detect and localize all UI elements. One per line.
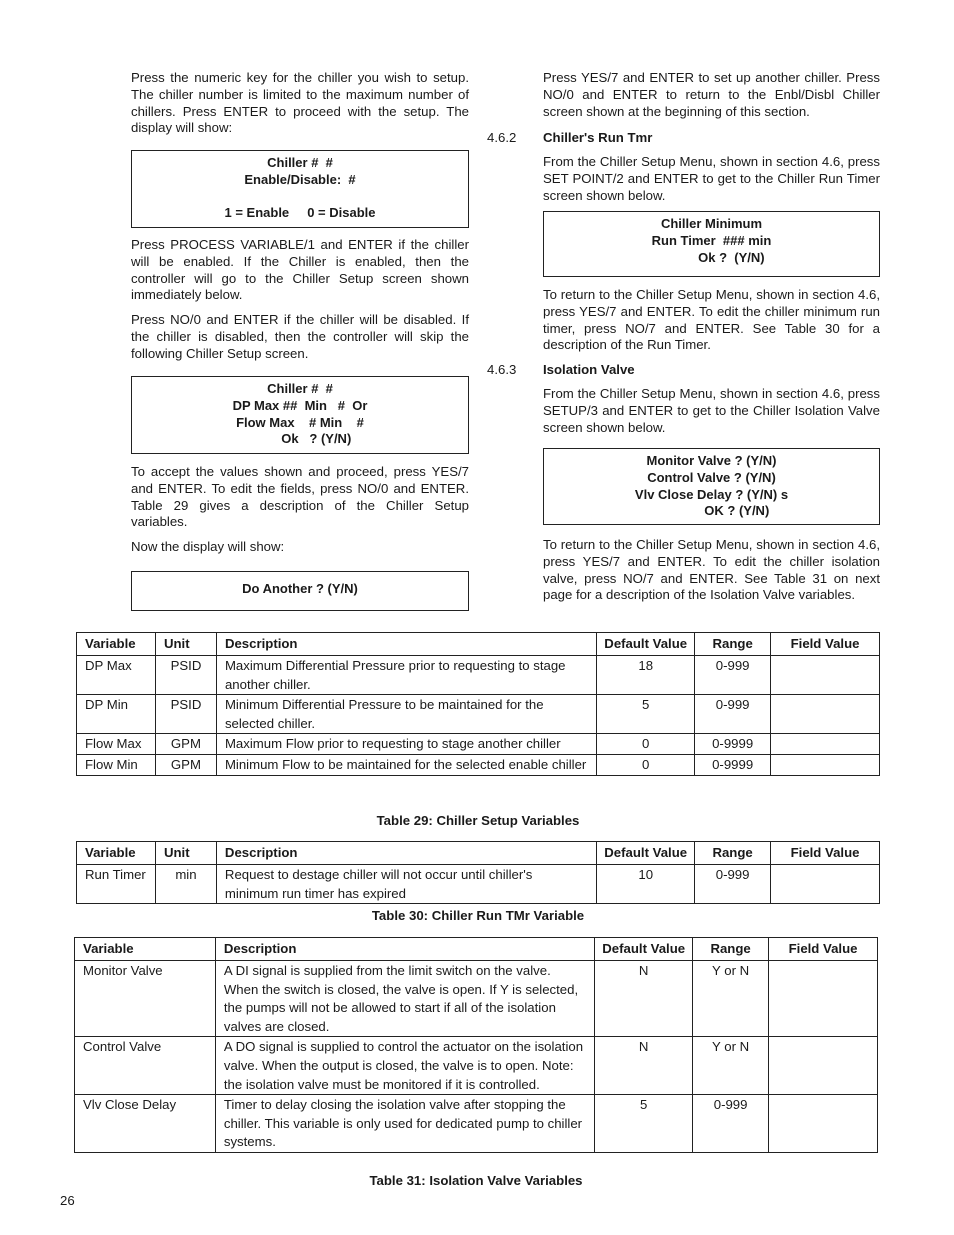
cell-description: A DO signal is supplied to control the actuator on the isolation valve. When the output is closed, the valve is to open. Note: the isolation valve must be monitored if it is controlled.: [215, 1037, 594, 1095]
screen-line: Run Timer ### min: [651, 232, 772, 248]
page-number: 26: [60, 1193, 75, 1208]
right-column-isolation: [543, 386, 880, 436]
cell-range: 0-9999: [695, 754, 771, 775]
cell-variable: DP Min: [77, 695, 156, 734]
screen-line: Control Valve ? (Y/N): [647, 469, 776, 485]
column-header: Description: [216, 842, 596, 865]
cell-unit: PSID: [155, 695, 216, 734]
column-header: Description: [215, 938, 594, 961]
column-header: Default Value: [597, 842, 695, 865]
column-header: Default Value: [595, 938, 693, 961]
screen-line: 1 = Enable 0 = Disable: [224, 205, 376, 221]
right-column-run-tmr: [543, 154, 880, 204]
cell-description: Minimum Flow to be maintained for the selected enable chiller: [216, 754, 596, 775]
screen-line: Ok ? (Y/N): [248, 431, 352, 447]
cell-range: Y or N: [693, 1037, 769, 1095]
paragraph-run-timer-return: To return to the Chiller Setup Menu, shown in section 4.6, press YES/7 and ENTER. To edit the chiller minimum run timer, press NO/7 and ENTER. See Table 30 for a description of the Run Timer.: [543, 287, 880, 353]
cell-field-value: [769, 961, 878, 1037]
right-column-isolation-return: [543, 537, 880, 604]
column-header: Field Value: [769, 938, 878, 961]
cell-field-value: [771, 754, 880, 775]
column-header: Range: [695, 842, 771, 865]
cell-default-value: N: [595, 1037, 693, 1095]
cell-description: Maximum Flow prior to requesting to stage another chiller: [216, 734, 596, 755]
paragraph-select-chiller: Press the numeric key for the chiller you wish to setup. The chiller number is limited to the maximum number of chillers. Press ENTER to proceed with the setup. The display will show:: [131, 70, 469, 136]
table-row: [77, 865, 880, 904]
cell-variable: Flow Min: [77, 754, 156, 775]
right-column: [543, 70, 880, 120]
table-header-row: [75, 938, 878, 961]
column-header: Unit: [155, 633, 216, 656]
screen-line: OK ? (Y/N): [653, 503, 770, 519]
section-heading-isolation-valve: Isolation Valve: [543, 362, 635, 377]
cell-range: 0-999: [693, 1095, 769, 1153]
cell-default-value: 5: [597, 695, 695, 734]
paragraph-accept-values: To accept the values shown and proceed, press YES/7 and ENTER. To edit the fields, press NO/0 and ENTER. Table 29 gives a description of the Chiller Setup variables.: [131, 464, 469, 530]
cell-variable: Control Valve: [75, 1037, 216, 1095]
screen-line: Chiller Minimum: [660, 216, 763, 231]
cell-default-value: 10: [597, 865, 695, 904]
left-column: [131, 70, 469, 137]
cell-range: 0-999: [695, 656, 771, 695]
paragraph-now-display: Now the display will show:: [131, 539, 285, 555]
column-header: Range: [693, 938, 769, 961]
paragraph-enable: Press PROCESS VARIABLE/1 and ENTER if the chiller will be enabled. If the Chiller is enabled, then the controller will go to the Chiller Setup screen shown immediately below.: [131, 237, 469, 303]
cell-variable: Vlv Close Delay: [75, 1095, 216, 1153]
cell-field-value: [769, 1037, 878, 1095]
cell-range: Y or N: [693, 961, 769, 1037]
cell-unit: PSID: [155, 656, 216, 695]
column-header: Variable: [75, 938, 216, 961]
table-row: [77, 734, 880, 755]
table-chiller-run-tmr-variable: [76, 841, 880, 904]
cell-variable: DP Max: [77, 656, 156, 695]
screen-line: Chiller # #: [267, 381, 333, 396]
cell-default-value: N: [595, 961, 693, 1037]
cell-description: Minimum Differential Pressure to be maintained for the selected chiller.: [216, 695, 596, 734]
cell-variable: Monitor Valve: [75, 961, 216, 1037]
screen-line: Chiller # #: [267, 155, 333, 170]
table-row: [75, 961, 878, 1037]
cell-field-value: [771, 656, 880, 695]
cell-range: 0-999: [695, 865, 771, 904]
section-number: 4.6.3: [487, 362, 517, 377]
right-column-run-return: [543, 287, 880, 354]
screen-line: Flow Max # Min #: [236, 414, 364, 430]
left-column-mid: [131, 237, 469, 363]
cell-default-value: 18: [597, 656, 695, 695]
paragraph-run-timer-nav: From the Chiller Setup Menu, shown in section 4.6, press SET POINT/2 and ENTER to get to the Chiller Run Timer screen shown below.: [543, 154, 880, 203]
table-row: [77, 754, 880, 775]
table-header-row: [77, 842, 880, 865]
paragraph-isolation-return: To return to the Chiller Setup Menu, shown in section 4.6, press YES/7 and ENTER. To edit the chiller isolation valve, press NO/7 and ENTER. See Table 31 on next page for a description of the Isolation Valve variables.: [543, 537, 880, 603]
column-header: Field Value: [771, 633, 880, 656]
cell-range: 0-999: [695, 695, 771, 734]
cell-field-value: [771, 865, 880, 904]
paragraph-isolation-nav: From the Chiller Setup Menu, shown in section 4.6, press SETUP/3 and ENTER to get to the Chiller Isolation Valve screen shown below.: [543, 386, 880, 435]
section-number: 4.6.2: [487, 130, 517, 145]
cell-range: 0-9999: [695, 734, 771, 755]
table-caption: Table 31: Isolation Valve Variables: [369, 1173, 583, 1188]
cell-variable: Run Timer: [77, 865, 156, 904]
display-screen-setup: [131, 376, 469, 454]
column-header: Variable: [77, 633, 156, 656]
table-row: [75, 1095, 878, 1153]
table-isolation-valve-variables: [74, 937, 878, 1153]
screen-line: [132, 189, 468, 206]
table-row: [77, 695, 880, 734]
cell-description: Timer to delay closing the isolation valve after stopping the chiller. This variable is only used for dedicated pump to chiller systems.: [215, 1095, 594, 1153]
cell-field-value: [771, 734, 880, 755]
display-screen-enable: [131, 150, 469, 228]
cell-unit: GPM: [155, 754, 216, 775]
cell-field-value: [771, 695, 880, 734]
column-header: Field Value: [771, 842, 880, 865]
display-screen-do-another: [131, 571, 469, 611]
cell-unit: GPM: [155, 734, 216, 755]
cell-default-value: 5: [595, 1095, 693, 1153]
screen-line: Monitor Valve ? (Y/N): [646, 453, 777, 468]
cell-variable: Flow Max: [77, 734, 156, 755]
paragraph-setup-another: Press YES/7 and ENTER to set up another chiller. Press NO/0 and ENTER to return to the Enbl/Disbl Chiller screen shown at the beginning of this section.: [543, 70, 880, 119]
left-column-lower: [131, 464, 469, 556]
table-header-row: [77, 633, 880, 656]
table-caption: Table 30: Chiller Run TMr Variable: [371, 908, 585, 923]
column-header: Description: [216, 633, 596, 656]
cell-field-value: [769, 1095, 878, 1153]
column-header: Range: [695, 633, 771, 656]
screen-line: DP Max ## Min # Or: [232, 397, 368, 413]
cell-unit: min: [155, 865, 216, 904]
column-header: Default Value: [597, 633, 695, 656]
table-row: [75, 1037, 878, 1095]
screen-line: Ok ? (Y/N): [658, 249, 765, 265]
column-header: Variable: [77, 842, 156, 865]
table-row: [77, 656, 880, 695]
table-caption: Table 29: Chiller Setup Variables: [376, 813, 580, 828]
cell-default-value: 0: [597, 734, 695, 755]
cell-description: Maximum Differential Pressure prior to requesting to stage another chiller.: [216, 656, 596, 695]
cell-description: A DI signal is supplied from the limit switch on the valve. When the switch is closed, the valve is open. If Y is selected, the pumps will not be allowed to start if all of the isolation valves are closed.: [215, 961, 594, 1037]
column-header: Unit: [155, 842, 216, 865]
screen-line: Enable/Disable: #: [244, 171, 356, 187]
table-chiller-setup-variables: [76, 632, 880, 776]
cell-default-value: 0: [597, 754, 695, 775]
cell-description: Request to destage chiller will not occur until chiller's minimum run timer has expired: [216, 865, 596, 904]
section-heading-run-tmr: Chiller's Run Tmr: [543, 130, 653, 145]
display-screen-isolation-valve: [543, 448, 880, 525]
display-screen-run-timer: [543, 211, 880, 277]
paragraph-disable: Press NO/0 and ENTER if the chiller will be disabled. If the chiller is disabled, then the controller will skip the following Chiller Setup screen.: [131, 312, 469, 361]
screen-line: Do Another ? (Y/N): [242, 581, 358, 596]
screen-line: Vlv Close Delay ? (Y/N) s: [634, 486, 789, 502]
